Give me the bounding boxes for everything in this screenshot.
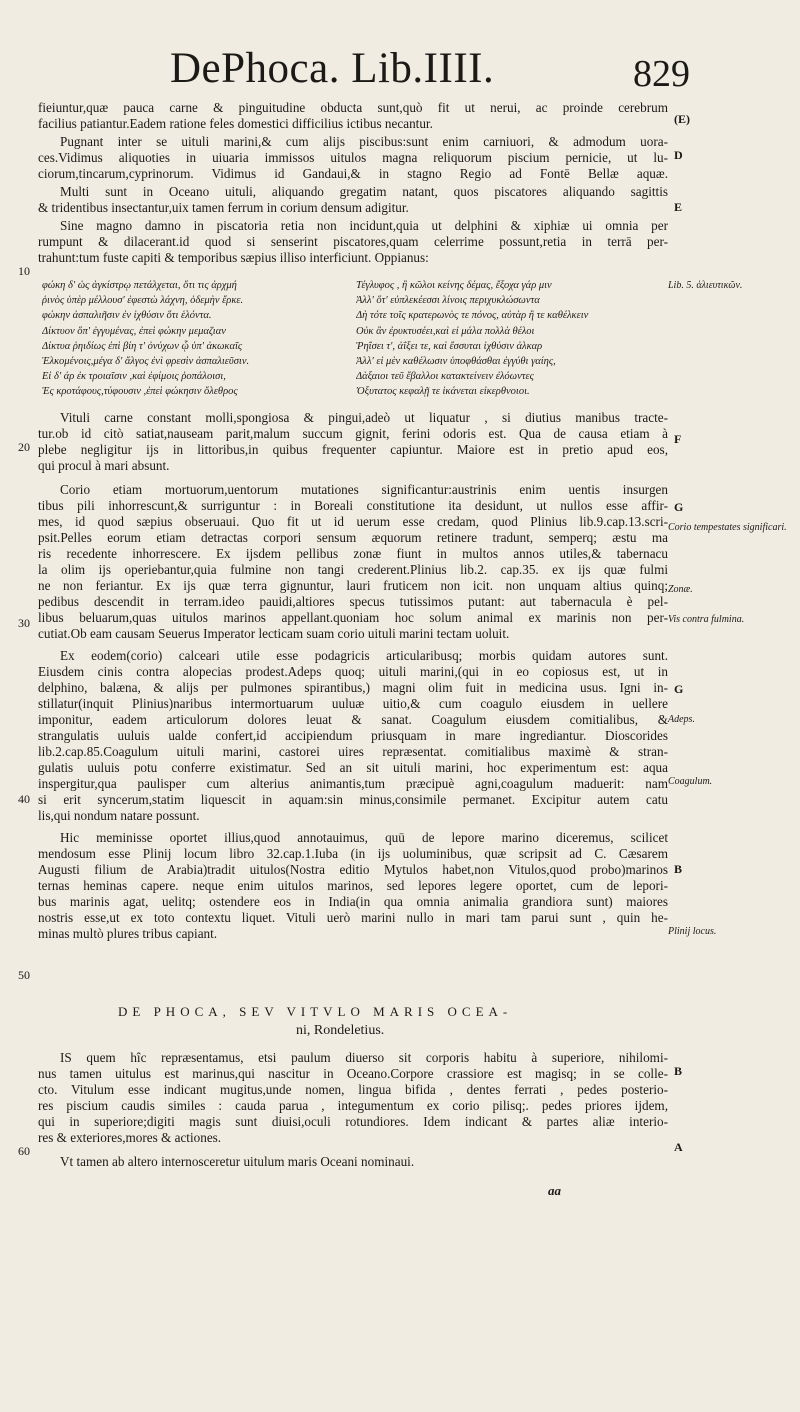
text-line: facilius patiantur.Eadem ratione feles domestici difficilius ictibus necantur.	[38, 116, 433, 131]
margin-letter: (E)	[674, 112, 690, 126]
greek-verse-line: Οὐκ ἂν ἐρυκτυσέει,καὶ εἰ μάλα πολλὰ θέλοι	[356, 325, 535, 337]
margin-letter: G	[674, 682, 684, 696]
text-line: si erit syncerum,statim liquescit in aquam:sin minus,consimile permanet. Excipitur autem catu	[38, 792, 668, 807]
text-line: psit.Pelles eorum etiam detractas corpori sensum æquorum retinere tradunt, semperq; æstu ma	[38, 530, 668, 545]
text-line: lib.2.cap.85.Coagulum uituli marini, castorei uires repræsentat. comitialibus maximè & stran-	[38, 744, 668, 759]
text-line: cto. Vitulum esse indicant mugitus,unde nomen, lingua bifida , dentes ferrati , pedes posterio-	[38, 1082, 668, 1097]
text-line: plebe negligitur ijs in littoribus,in quibus frequenter capiuntur. Maiore est in pretio apud eos,	[38, 442, 668, 457]
text-line: qui in superiore;digiti magis sunt diuisi,oculi rotundiores. Idem indicant & partes aliæ interio-	[38, 1114, 668, 1129]
text-line: inspergitur,qua paulisper cum alterius animantis,tum præcipuè agni,coagulum maduerit: nam	[38, 776, 668, 791]
text-line: trahunt:tum fuste capiti & temporibus sæpius illiso interficiunt. Oppianus:	[38, 250, 429, 265]
text-line: stillatur(inquit Plinius)naribus intermortuarum uuluæ uitio,& cum coagulo eiusdem in uellere	[38, 696, 668, 711]
greek-verse-line: Ἐς κροτάφους,τύφουσιν ,ἐπεὶ φώκησιν ὄλεθρος	[42, 386, 238, 398]
margin-letter: B	[674, 862, 683, 876]
text-line: Vt tamen ab altero internosceretur uitulum maris Oceani nominaui.	[60, 1154, 415, 1169]
text-line: tibus pili inhorrescunt,& surriguntur : in Boreali constitutione ita desidunt, ut nullos esse affir-	[38, 498, 668, 513]
text-line: nostris esse,ut ex toto contextu liquet. Vituli uerò marini nullo in mari tam parui sunt , quin he-	[38, 910, 668, 925]
greek-verse-line: Τέγλυφος , ἢ κῶλοι κείνης δέμας, ἔξοχα γάρ μιν	[356, 280, 552, 291]
text-line: strangulatis uuluis ualde confert,id accipiendum priusquam in mare ingrediantur. Dioscorides	[38, 728, 668, 743]
text-line: lis,qui nondum natare possunt.	[38, 808, 200, 823]
greek-verse-line: Ἀλλ' εἰ μὲν καθέλωσιν ὑποφθάσθαι ἐγγύθι γαίης,	[356, 355, 556, 367]
margin-note: Coagulum.	[668, 776, 713, 787]
section-heading-continuation: ni, Rondeletius.	[296, 1023, 385, 1038]
greek-verse-line: Ἑλκομένοις,μέγα δ' ἄλγος ἐνὶ φρεσὶν ἀσπαλιεῦσιν.	[42, 355, 250, 367]
text-line: & tridentibus insectantur,uix tamen ferrum in corium densum adigitur.	[38, 200, 409, 215]
text-line: res & exteriores,mores & actiones.	[38, 1130, 222, 1145]
text-line: bus marinis agat, uelitq; ostendere eos in India(in qua omnia animalia grandiora sunt) maiores	[38, 894, 668, 909]
margin-note: Zonæ.	[668, 584, 693, 595]
greek-verse-line: ῥινὸς ὑπὲρ μέλλουσ' ἐφεστὼ λάχνη, ὁδεμὴν ἔρκε.	[42, 295, 244, 307]
text-line: Multi sunt in Oceano uituli, aliquando gregatim natant, quos piscatores aliquando sagittis	[60, 184, 668, 199]
text-line: imponitur, eadem articulorum dolores leuat & sanat. Coagulum eiusdem comitialibus, &	[38, 712, 668, 727]
signature-mark: aa	[548, 1183, 561, 1198]
text-line: ris recedente inhorrescere. Ex ijsdem pellibus zonæ fiunt in multos annos utiles,& tabernacu	[38, 546, 668, 561]
text-line: Sine magno damno in piscatoria retia non incidunt,quia ut delphini & xiphiæ ui omnia per	[60, 218, 668, 233]
greek-verse-line: φώκην ἀσπαλιῆσιν ἐν ἰχθύσιν ὅτι ἑλόντα.	[42, 310, 212, 322]
margin-note: Plinij locus.	[668, 926, 717, 937]
margin-note: Adeps.	[668, 714, 695, 725]
greek-verse-line: Δίκτυα ῥηιδίως ἐπὶ βίη τ' ὀνύχων ᾧ ὑπ' ἀκωκαῖς	[42, 340, 243, 352]
text-line: ne non feriantur. Ex ijs quæ terra gignuntur, lauri fruticem non icit. non unquam altius quinq;	[38, 578, 668, 593]
text-line: Hic meminisse oportet illius,quod annotauimus, quū de lepore marino diceremus, scilicet	[60, 830, 668, 845]
greek-verse-line: Εἰ δ' ἀρ ἐκ τροιαῖσιν ,καὶ ἐφίμοις ῥοπάλοισι,	[42, 371, 226, 383]
greek-verse-right-column	[356, 278, 672, 400]
line-number: 20	[18, 440, 30, 454]
text-line: gulatis uuluis potu conferre existimatur. Sed an sit uituli marini, hoc experimentum est: aqua	[38, 760, 668, 775]
line-number: 30	[18, 616, 30, 630]
greek-verse-left-column	[42, 278, 342, 400]
line-number: 40	[18, 792, 30, 806]
text-line: ces.Vidimus aliquoties in uiuaria immissos uitulos magna reliquorum piscium pernicie, ut lu-	[38, 150, 668, 165]
page-number: 829	[633, 53, 690, 95]
line-number: 50	[18, 968, 30, 982]
text-line: minas multò plures tribus capiant.	[38, 926, 218, 941]
text-line: la olim ijs operiebantur,quia fulmine non tangi crederent.Plinius lib.2. cap.35. ex ijs quæ fulmi	[38, 562, 668, 577]
running-title: DePhoca. Lib.IIII.	[170, 45, 495, 92]
greek-verse-line: Δίκτυον ὅπ' ἐγγυμένας, ἐπεὶ φώκην μεμαζιαν	[42, 325, 226, 337]
text-line: mes, id quod sæpius obseruaui. Quo fit ut id uerum esse credam, quod Plinius lib.9.cap.13.scri-	[38, 514, 668, 529]
margin-letter: D	[674, 148, 683, 162]
text-line: fieiuntur,quæ pauca carne & pinguitudine obducta sunt,quò fit ut nerui, ac proinde cerebrum	[38, 100, 668, 115]
margin-letter: F	[674, 432, 682, 446]
greek-verse-line: Ῥηΐσει τ', ἀΐξει τε, καὶ ἔσσυται ἰχθύσιν ἀλκαρ	[356, 340, 543, 352]
text-line: tur.ob id citò satiat,nauseam parit,malum succum gignit, ferini odoris est. Qua de causa etiam à	[38, 426, 668, 441]
text-line: res piscium caudis similes : cauda parua , integumentum ex corio pilisq;. pedes priores ijdem,	[38, 1098, 668, 1113]
margin-letter: B	[674, 1064, 683, 1078]
margin-letter: A	[674, 1140, 683, 1154]
text-line: Corio etiam mortuorum,uentorum mutationes significantur:austrinis enim uentis insurgen	[60, 482, 668, 497]
greek-verse-line: Ἀλλ' ὅτ' εὐπλεκέεσσι λίνοις περιχυκλώσωντα	[356, 295, 540, 307]
page-header	[170, 44, 690, 104]
margin-note: Lib. 5. ἁλιευτικῶν.	[668, 280, 743, 291]
text-line: ciorum,tincarum,cyprinorum. Vidimus id Gandaui,& in stagno Regio ad Fontē Bellæ aquæ.	[38, 166, 668, 181]
margin-letter: E	[674, 200, 683, 214]
text-line: Pugnant inter se uituli marini,& cum alijs piscibus:sunt enim carniuori, & admodum uora-	[60, 134, 668, 149]
greek-verse-line: φώκη δ' ὡς ἀγκίστρῳ πετάλχεται, ὅτι τις ἀρχμή	[42, 280, 237, 291]
margin-letter: G	[674, 500, 684, 514]
margin-note: Vis contra fulmina.	[668, 614, 745, 625]
text-line: Ex eodem(corio) calceari utile esse podagricis articularibusq; morbis quidam autores sunt.	[60, 648, 668, 663]
text-line: Augusti filium de Arabia)tradit uitulos(Nostra editio Mytulos habet,non Vitulos,quod probo)marinos	[38, 862, 668, 877]
text-line: Eiusdem cinis contra alopecias prodest.Adeps quoq; uituli marini,(qui in eo copiosus est, ut in	[38, 664, 668, 679]
text-line: IS quem hîc repræsentamus, etsi paulum diuerso sit corporis habitu à superiore, nihilomi-	[60, 1050, 668, 1065]
greek-verse-line: Δὴ τότε τοῖς κρατερωνὸς τε πόνος, αὐτὰρ ἢ τε καθέλκειν	[356, 310, 589, 322]
text-line: rumpunt & dilacerant.id quod si senserint piscatores,quam celerrime possunt,retia in terrā per-	[38, 234, 668, 249]
line-number: 10	[18, 264, 30, 278]
text-line: qui procul à mari absunt.	[38, 458, 170, 473]
text-line: ternas heminas capere. neque enim uitulos marinos, sed lepores legere oportet, cum de lepori-	[38, 878, 668, 893]
section-heading: DE PHOCA, SEV VITVLO MARIS OCEA-	[118, 1004, 513, 1019]
text-line: pedibus descendit in terram.ideo pauidi,altiores specus tutissimos putant: aut tabernacula è pel-	[38, 594, 668, 609]
text-line: libus beluarum,quas uitulos marinos appellant.quoniam hoc solum animal ex marinis non per-	[38, 610, 668, 625]
greek-verse-line: Ὀξυτατος κεφαλῇ τε ἱκάνεται εἰκερθνοιοι.	[356, 386, 530, 398]
text-line: mendosum esse Plinij locum libro 32.cap.1.Iuba (in ijs uoluminibus, quæ scripsit ad C. Cæsarem	[38, 846, 668, 861]
text-line: delphino, balæna, & alijs per pulmones spirantibus,) magni olim fuit in medicina usus. Igni in-	[38, 680, 668, 695]
text-line: Vituli carne constant molli,spongiosa & pingui,adeò ut liquatur , si diutius manibus tracte-	[60, 410, 668, 425]
margin-note: Corio tempestates significari.	[668, 522, 787, 533]
text-line: cutiat.Ob eam causam Seuerus Imperator lecticam suam corio uituli marini tectam uoluit.	[38, 626, 510, 641]
greek-verse-line: Δὰξαιοι τεῦ ἔβαλλοι κατακτείνειν ἐλόωντες	[356, 371, 534, 383]
text-line: nus tamen uitulus est marinus,qui nascitur in Oceano.Corpore crassiore est magisq; in se colle-	[38, 1066, 668, 1081]
line-number: 60	[18, 1144, 30, 1158]
